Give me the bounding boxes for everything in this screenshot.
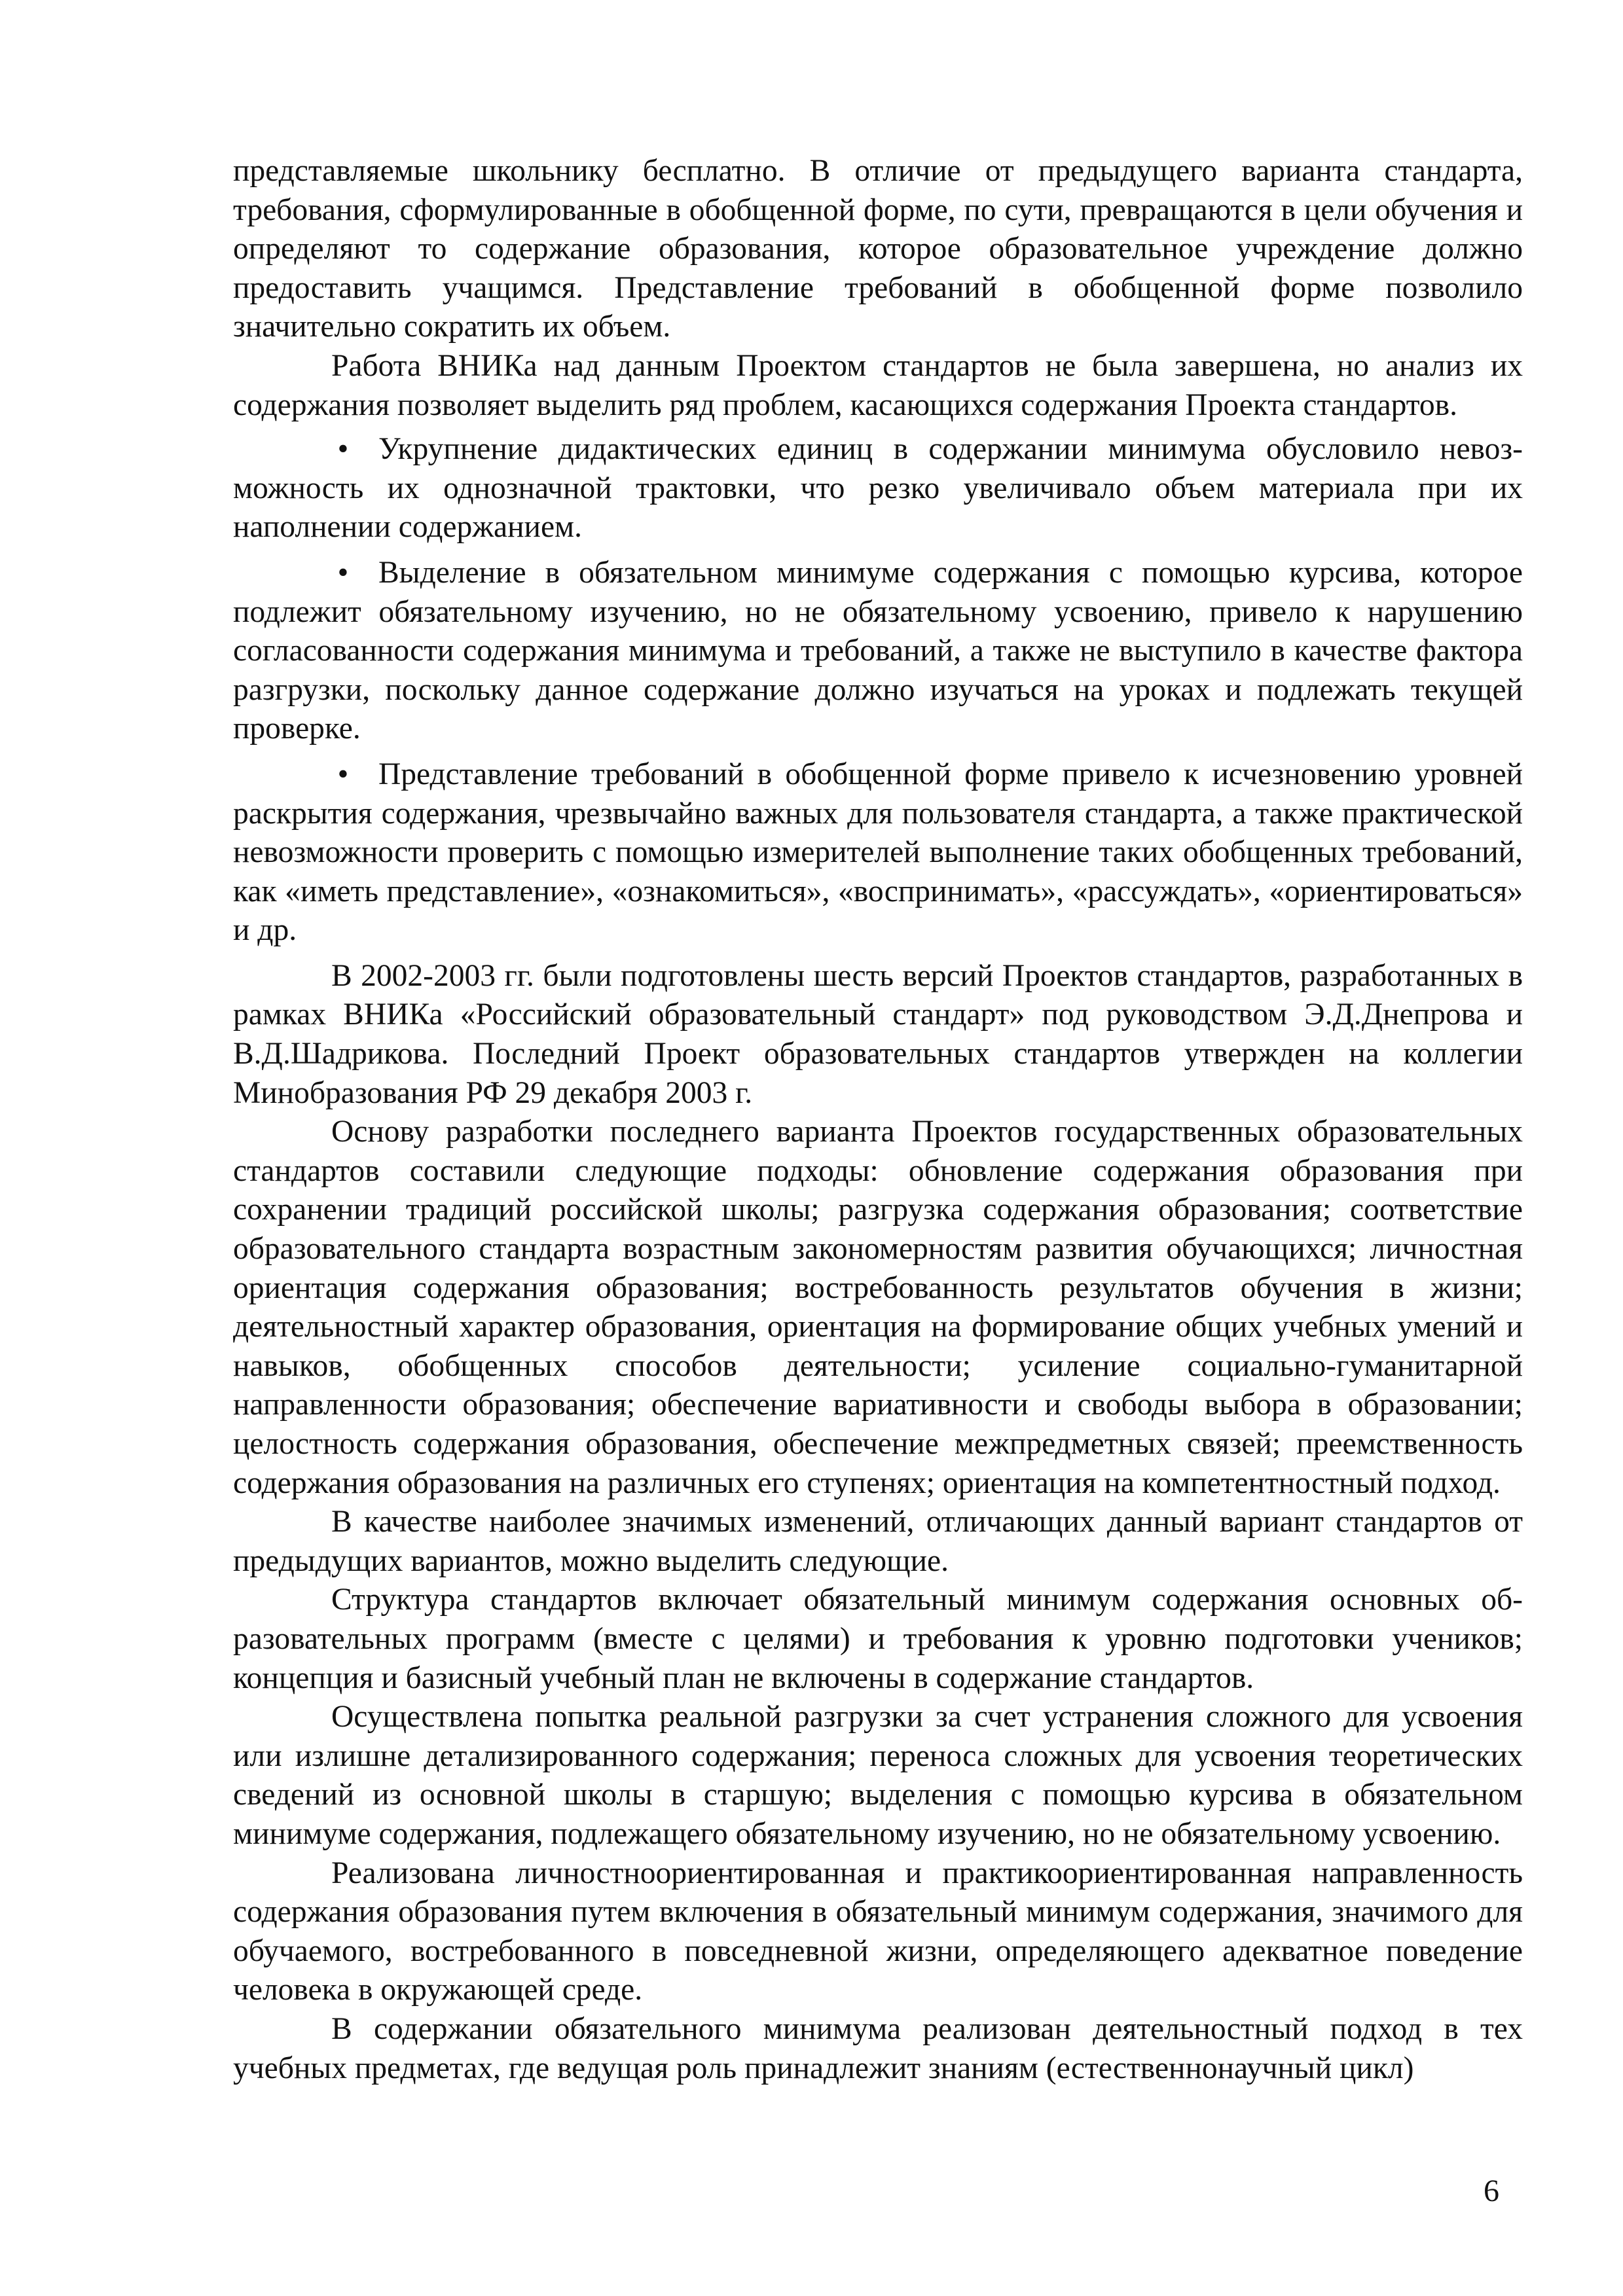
- page-number: 6: [1484, 2174, 1499, 2208]
- paragraph-6: Структура стандартов включает обязательный минимум содержания основных образовательных программ (вместе с целями) и требования к уровню подготовки учеников; концепция и базисный учебный план не включены в содержание стандартов.: [233, 1583, 1523, 1695]
- document-body: [233, 152, 1523, 2088]
- paragraph-8: Реализована личностноориентированная и практикоориентированная направленность содержания образования путем включения в обязательный минимум содержания, значимого для обучаемого, востребованного в повседневной жизни, определяющего адекватное поведение человека в окружающей среде.: [233, 1856, 1523, 2007]
- paragraph-1: представляемые школьнику бесплатно. В отличие от предыдущего варианта стандарта, требования, сформулированные в обобщенной форме, по сути, превращаются в цели обучения и определяют то содержание образования, которое образовательное учреждение должно предоставить учащимся. Представление требований в обобщенной форме позволило значительно сократить их объем.: [233, 154, 1523, 344]
- paragraph-5: В качестве наиболее значимых изменений, отличающих данный вариант стандартов от предыдущих вариантов, можно выделить следующие.: [233, 1505, 1523, 1578]
- bullet-item-text: Выделение в обязательном минимуме содержания с помощью курсива, которое подлежит обязательному изучению, но не обязательному усвоению, привело к нарушению согласованности содержания минимума и требований, а также не выступило в качестве фактора разгрузки, поскольку данное содержание должно изучаться на уроках и подлежать текущей проверке.: [233, 555, 1523, 746]
- paragraph-7: Осуществлена попытка реальной разгрузки за счет устранения сложного для усвоения или излишне детализированного содержания; переноса сложных для усвоения теоретических сведений из основной школы в старшую; выделения с помощью курсива в обязательном минимуме содержания, подлежащего обязательному изучению, но не обязательному усвоению.: [233, 1700, 1523, 1851]
- bullet-marker: •: [337, 757, 349, 791]
- bullet-marker: •: [337, 555, 349, 590]
- bullet-item-text: Укрупнение дидактических единиц в содержании минимума обусловило невозможность их однозначной трактовки, что резко увеличивало объем материала при их наполнении содержанием.: [233, 432, 1523, 545]
- paragraph-2: Работа ВНИКа над данным Проектом стандартов не была завершена, но анализ их содержания позволяет выделить ряд проблем, касающихся содержания Проекта стандартов.: [233, 348, 1523, 422]
- bullet-item-2: [233, 554, 1523, 749]
- bullet-marker: •: [337, 432, 349, 467]
- paragraph-4: Основу разработки последнего варианта Проектов государственных образовательных стандартов составили следующие подходы: обновление содержания образования при сохранении традиций российской школы; разгрузка содержания образования; соответствие образовательного стандарта возрастным закономерностям развития обучающихся; личностная ориентация содержания образования; востребованность результатов обучения в жизни; деятельностный характер образования, ориентация на формирование общих учебных умений и навыков, обобщенных способов деятельности; усиление социально-гуманитарной направленности образования; обеспечение вариативности и свободы выбора в образовании; целостность содержания образования, обеспечение межпредметных связей; преемственность содержания образования на различных его ступенях; ориентация на компетентностный подход.: [233, 1115, 1523, 1500]
- paragraph-9: В содержании обязательного минимума реализован деятельностный подход в тех учебных предметах, где ведущая роль принадлежит знаниям (естественнонаучный цикл): [233, 2011, 1523, 2085]
- bullet-item-1: [233, 430, 1523, 547]
- bullet-item-3: [233, 755, 1523, 950]
- paragraph-3: В 2002-2003 гг. были подготовлены шесть версий Проектов стандартов, разработанных в рамках ВНИКа «Российский образовательный стандарт» под руководством Э.Д.Днепрова и В.Д.Шадрикова. Последний Проект образовательных стандартов утвержден на коллегии Минобразования РФ 29 декабря 2003 г.: [233, 958, 1523, 1110]
- bullet-item-text: Представление требований в обобщенной форме привело к исчезновению уровней раскрытия содержания, чрезвычайно важных для пользователя стандарта, а также практической невозможности проверить с помощью измерителей выполнение таких обобщенных требований, как «иметь представление», «ознакомиться», «воспринимать», «рассуждать», «ориентироваться» и др.: [233, 757, 1523, 948]
- problems-bullet-list: [233, 430, 1523, 950]
